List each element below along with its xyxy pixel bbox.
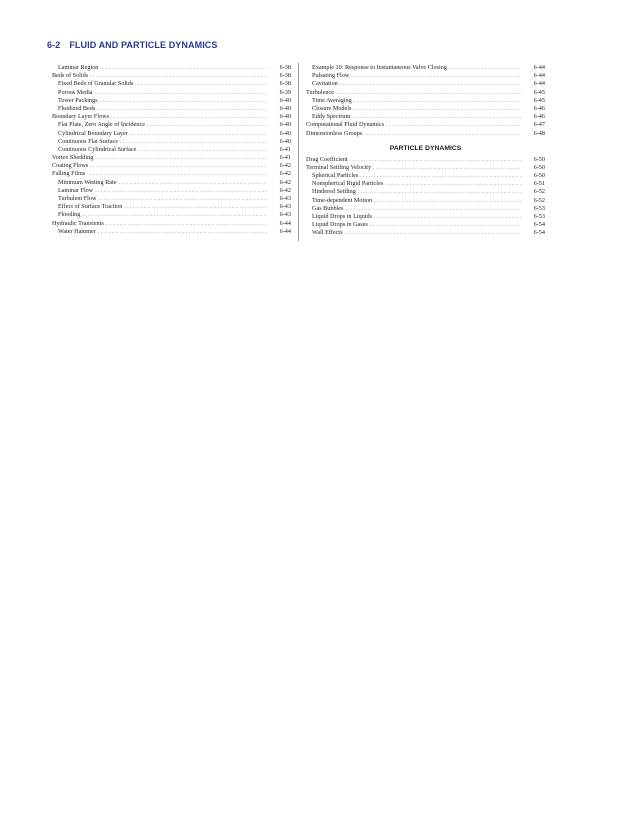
toc-entry-title: Drag Coefficient	[306, 155, 348, 163]
dot-leader	[135, 80, 267, 88]
toc-entry-title: Hydraulic Transients	[52, 219, 104, 227]
toc-entry-title: Flooding	[58, 211, 81, 219]
toc-entry-title: Wall Effects	[312, 229, 343, 237]
toc-entry-page: 6-42	[279, 170, 291, 178]
toc-entry-title: Minimum Wetting Rate	[58, 178, 117, 186]
toc-particle-list	[306, 156, 545, 238]
dot-leader	[82, 211, 267, 219]
toc-entry-title: Liquid Drops in Gases	[312, 221, 368, 229]
toc-entry	[52, 80, 291, 88]
toc-entry-title: Turbulence	[306, 88, 334, 96]
page-number: 6-2	[47, 40, 61, 50]
toc-entry-title: Turbulent Flow	[58, 195, 97, 202]
toc-entry	[52, 121, 291, 129]
toc-entry-page: 6-54	[533, 221, 545, 229]
toc-entry	[52, 228, 291, 236]
toc-entry	[52, 72, 291, 80]
toc-entry	[52, 130, 291, 138]
dot-leader	[364, 130, 521, 138]
dot-leader	[97, 105, 267, 113]
dot-leader	[111, 113, 267, 121]
toc-entry	[306, 180, 545, 188]
toc-entry	[306, 197, 545, 205]
toc-entry-title: Dimensionless Groups	[306, 129, 363, 137]
toc-entry-page: 6-48	[533, 129, 545, 137]
toc-entry-title: Laminar Region	[58, 64, 99, 71]
toc-entry-title: Porous Media	[58, 88, 93, 96]
toc-entry	[306, 80, 545, 88]
toc-entry-title: Pulsating Flow	[312, 72, 350, 80]
toc-entry	[306, 105, 545, 113]
toc-entry-page: 6-42	[279, 178, 291, 186]
toc-right-column	[306, 64, 545, 238]
toc-entry-page: 6-43	[279, 211, 291, 219]
toc-entry-title: Falling Films	[52, 170, 86, 178]
toc-entry-title: Water Hammer	[58, 227, 96, 235]
toc-entry-page: 6-44	[533, 80, 545, 88]
toc-entry-page: 6-45	[533, 96, 545, 104]
toc-entry-page: 6-41	[279, 145, 291, 153]
toc-entry	[52, 89, 291, 97]
toc-entry-title: Vortex Shedding	[52, 154, 94, 162]
toc-entry	[306, 121, 545, 129]
toc-entry-title: Eddy Spectrum	[312, 113, 351, 121]
toc-entry-page: 6-53	[533, 213, 545, 220]
dot-leader	[95, 89, 267, 97]
toc-entry-page: 6-38	[279, 80, 291, 88]
toc-entry-title: Effect of Surface Traction	[58, 203, 123, 211]
toc-entry-page: 6-43	[279, 203, 291, 211]
toc-entry-title: Beds of Solids	[52, 72, 89, 80]
toc-entry-page: 6-44	[533, 64, 545, 71]
toc-entry	[52, 113, 291, 121]
dot-leader	[119, 179, 267, 187]
toc-entry	[306, 164, 545, 172]
toc-entry	[52, 64, 291, 72]
toc-entry-title: Nonspherical Rigid Particles	[312, 180, 384, 188]
toc-entry-title: Coating Flows	[52, 162, 89, 170]
dot-leader	[340, 80, 521, 88]
toc-entry	[306, 64, 545, 72]
toc-entry	[52, 146, 291, 154]
toc-entry-page: 6-50	[533, 172, 545, 180]
toc-left-column	[52, 64, 291, 236]
toc-entry-page: 6-38	[279, 64, 291, 71]
dot-leader	[374, 197, 521, 205]
toc-entry-page: 6-40	[279, 129, 291, 137]
dot-leader	[95, 187, 267, 195]
dot-leader	[354, 97, 521, 105]
toc-entry	[52, 105, 291, 113]
toc-entry-title: Laminar Flow	[58, 186, 94, 194]
toc-entry-page: 6-52	[533, 196, 545, 204]
toc-entry-page: 6-42	[279, 162, 291, 170]
dot-leader	[90, 72, 267, 80]
toc-entry-title: Boundary Layer Flows	[52, 113, 110, 121]
toc-entry-title: Gas Bubbles	[312, 204, 344, 212]
toc-entry-page: 6-41	[279, 154, 291, 162]
toc-entry-page: 6-43	[279, 195, 291, 202]
toc-entry-page: 6-46	[533, 104, 545, 112]
toc-entry	[52, 170, 291, 178]
toc-entry	[306, 97, 545, 105]
dot-leader	[360, 172, 521, 180]
toc-entry-page: 6-50	[533, 155, 545, 163]
toc-entry	[306, 156, 545, 164]
toc-entry-title: Continuous Flat Surface	[58, 137, 119, 145]
toc-entry	[306, 221, 545, 229]
toc-entry	[52, 97, 291, 105]
toc-entry-title: Time-dependent Motion	[312, 196, 373, 204]
dot-leader	[124, 203, 267, 211]
toc-entry	[306, 89, 545, 97]
toc-entry-title: Tower Packings	[58, 96, 98, 104]
toc-entry-page: 6-40	[279, 137, 291, 145]
toc-entry-page: 6-40	[279, 104, 291, 112]
page-header	[47, 40, 218, 50]
toc-entry-title: Liquid Drops in Liquids	[312, 213, 372, 220]
dot-leader	[374, 213, 521, 221]
dot-leader	[100, 97, 267, 105]
dot-leader	[90, 162, 267, 170]
toc-entry-title: Cylindrical Boundary Layer	[58, 129, 128, 137]
toc-entry	[52, 138, 291, 146]
toc-entry	[306, 172, 545, 180]
toc-entry	[306, 213, 545, 221]
dot-leader	[95, 154, 267, 162]
toc-entry-title: Time Averaging	[312, 96, 352, 104]
toc-entry-page: 6-47	[533, 121, 545, 129]
toc-entry-page: 6-40	[279, 113, 291, 121]
toc-entry-title: Cavitation	[312, 80, 338, 88]
toc-entry	[306, 130, 545, 138]
toc-entry	[52, 162, 291, 170]
dot-leader	[449, 64, 521, 72]
toc-entry-title: Computational Fluid Dynamics	[306, 121, 385, 129]
toc-entry-page: 6-38	[279, 72, 291, 80]
dot-leader	[336, 89, 521, 97]
toc-entry-title: Hindered Settling	[312, 188, 356, 196]
toc-entry	[52, 154, 291, 162]
toc-entry	[306, 188, 545, 196]
dot-leader	[351, 72, 521, 80]
dot-leader	[373, 164, 521, 172]
column-divider	[298, 63, 299, 241]
toc-entry	[52, 187, 291, 195]
toc-entry-title: Example 10: Response to Instantaneous Valve Closing	[312, 64, 447, 71]
toc-entry-page: 6-45	[533, 88, 545, 96]
toc-entry	[52, 195, 291, 203]
dot-leader	[385, 180, 521, 188]
toc-entry-title: Flat Plate, Zero Angle of Incidence	[58, 121, 145, 129]
dot-leader	[352, 113, 521, 121]
toc-entry-page: 6-44	[279, 227, 291, 235]
dot-leader	[120, 138, 267, 146]
toc-entry-page: 6-50	[533, 163, 545, 171]
toc-right-top-list	[306, 64, 545, 138]
chapter-title: FLUID AND PARTICLE DYNAMICS	[69, 40, 218, 50]
dot-leader	[106, 220, 267, 228]
toc-entry	[306, 72, 545, 80]
toc-entry-page: 6-51	[533, 180, 545, 188]
toc-entry-title: Terminal Settling Velocity	[306, 163, 372, 171]
dot-leader	[358, 188, 521, 196]
toc-entry-page: 6-46	[533, 113, 545, 121]
toc-entry	[306, 229, 545, 237]
toc-entry-title: Fixed Beds of Granular Solids	[58, 80, 134, 88]
toc-entry	[52, 211, 291, 219]
toc-entry-page: 6-42	[279, 186, 291, 194]
dot-leader	[147, 121, 267, 129]
dot-leader	[100, 64, 267, 72]
toc-entry	[52, 220, 291, 228]
toc-entry	[306, 205, 545, 213]
toc-entry-title: Fluidized Beds	[58, 104, 96, 112]
dot-leader	[87, 170, 267, 178]
dot-leader	[130, 130, 267, 138]
dot-leader	[386, 121, 521, 129]
toc-entry	[52, 203, 291, 211]
toc-entry-page: 6-54	[533, 229, 545, 237]
toc-entry-page: 6-44	[279, 219, 291, 227]
toc-entry-page: 6-39	[279, 88, 291, 96]
dot-leader	[98, 228, 267, 236]
toc-entry-title: Continuous Cylindrical Surface	[58, 145, 137, 153]
toc-entry	[52, 179, 291, 187]
toc-entry-title: Spherical Particles	[312, 172, 359, 180]
toc-entry-page: 6-53	[533, 204, 545, 212]
dot-leader	[138, 146, 267, 154]
toc-entry-page: 6-44	[533, 72, 545, 80]
toc-entry	[306, 113, 545, 121]
dot-leader	[345, 205, 521, 213]
dot-leader	[344, 229, 521, 237]
section-title-particle-dynamics: PARTICLE DYNAMICS	[389, 144, 462, 152]
dot-leader	[370, 221, 521, 229]
toc-entry-title: Closure Models	[312, 104, 352, 112]
toc-entry-page: 6-52	[533, 188, 545, 196]
toc-entry-page: 6-40	[279, 121, 291, 129]
dot-leader	[353, 105, 521, 113]
toc-entry-page: 6-40	[279, 96, 291, 104]
dot-leader	[98, 195, 267, 203]
dot-leader	[350, 156, 521, 164]
